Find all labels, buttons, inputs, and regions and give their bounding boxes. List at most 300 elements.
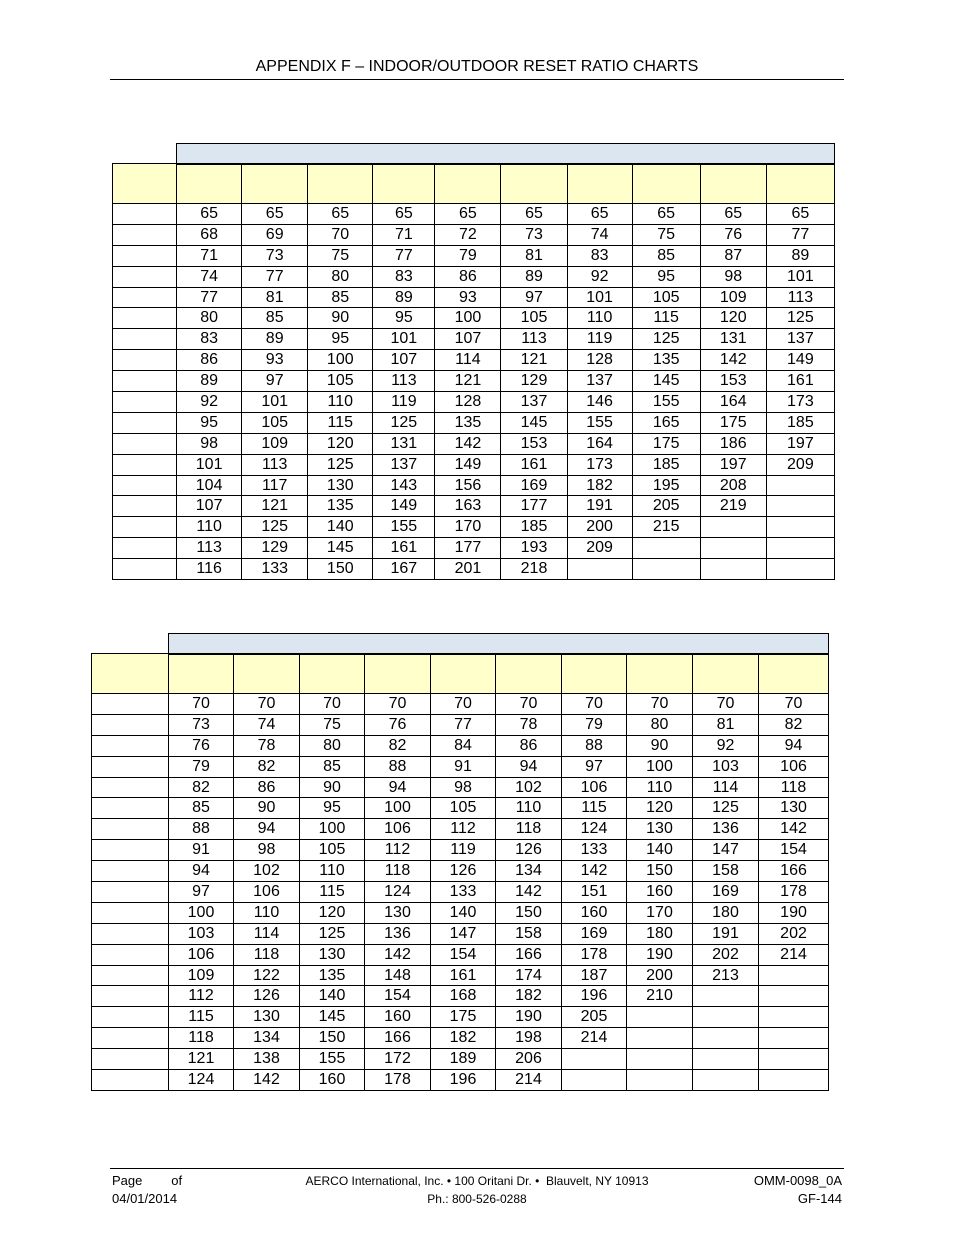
table-cell: 94 [234, 819, 300, 840]
table-cell: 76 [365, 714, 431, 735]
table-cell: 215 [632, 517, 700, 538]
table-row [113, 392, 835, 413]
table-cell: 97 [501, 287, 567, 308]
table-cell: 65 [177, 204, 242, 225]
table-cell: 105 [242, 412, 308, 433]
table-cell: 165 [632, 412, 700, 433]
table-cell: 169 [501, 475, 567, 496]
row-label-cell [113, 517, 177, 538]
table-cell: 73 [169, 714, 234, 735]
table-cell: 101 [242, 392, 308, 413]
table-cell: 76 [169, 735, 234, 756]
table-cell: 65 [700, 204, 766, 225]
table-cell: 106 [562, 777, 627, 798]
table-cell: 73 [242, 245, 308, 266]
table-cell: 213 [693, 965, 759, 986]
table-cell: 172 [365, 1049, 431, 1070]
table-cell: 89 [501, 266, 567, 287]
chart-header-cell [759, 654, 829, 694]
table-cell: 153 [700, 371, 766, 392]
chart-header-label-cell [113, 164, 177, 204]
table-cell: 105 [308, 371, 373, 392]
table-cell [632, 559, 700, 580]
table-cell: 182 [567, 475, 632, 496]
table-cell: 107 [435, 329, 501, 350]
table-cell: 92 [177, 392, 242, 413]
table-cell: 163 [435, 496, 501, 517]
table-row [113, 517, 835, 538]
table-row [113, 204, 835, 225]
table-cell: 191 [567, 496, 632, 517]
table-cell: 104 [177, 475, 242, 496]
row-label-cell [92, 1028, 169, 1049]
table-cell: 160 [627, 882, 693, 903]
table-cell: 142 [234, 1070, 300, 1091]
table-cell: 89 [242, 329, 308, 350]
table-cell: 126 [431, 861, 496, 882]
table-row [113, 245, 835, 266]
table-cell: 82 [365, 735, 431, 756]
table-cell: 200 [567, 517, 632, 538]
table-cell: 100 [435, 308, 501, 329]
table-row [113, 350, 835, 371]
table-cell: 113 [501, 329, 567, 350]
table-cell: 143 [373, 475, 435, 496]
table-cell: 138 [234, 1049, 300, 1070]
table-cell: 118 [365, 861, 431, 882]
table-cell: 187 [562, 965, 627, 986]
table-cell: 79 [435, 245, 501, 266]
table-cell: 185 [501, 517, 567, 538]
table-row [92, 902, 829, 923]
chart-header-cell [373, 164, 435, 204]
table-cell: 164 [567, 433, 632, 454]
table-cell: 119 [567, 329, 632, 350]
table-cell: 113 [177, 538, 242, 559]
table-cell: 149 [766, 350, 834, 371]
table-cell: 106 [234, 882, 300, 903]
table-cell: 121 [169, 1049, 234, 1070]
table-cell: 155 [373, 517, 435, 538]
footer-phone: Ph.: 800-526-0288 [427, 1192, 527, 1206]
table-cell: 65 [373, 204, 435, 225]
table-cell: 110 [300, 861, 365, 882]
table-cell: 115 [300, 882, 365, 903]
table-cell: 135 [300, 965, 365, 986]
table-cell: 71 [373, 224, 435, 245]
table-cell: 112 [431, 819, 496, 840]
table-cell [632, 538, 700, 559]
row-label-cell [113, 538, 177, 559]
table-cell: 120 [627, 798, 693, 819]
page-label: Page [112, 1173, 143, 1188]
table-cell: 142 [700, 350, 766, 371]
table-cell: 168 [431, 986, 496, 1007]
table-row [92, 986, 829, 1007]
row-label-cell [92, 944, 169, 965]
chart-header-label-cell [92, 654, 169, 694]
table-cell: 175 [632, 433, 700, 454]
table-cell: 218 [501, 559, 567, 580]
table-cell [759, 1007, 829, 1028]
table-cell: 125 [300, 923, 365, 944]
table-cell: 69 [242, 224, 308, 245]
row-label-cell [92, 965, 169, 986]
table-cell: 170 [627, 902, 693, 923]
table-cell: 110 [567, 308, 632, 329]
table-cell: 214 [759, 944, 829, 965]
footer-left [112, 1172, 182, 1208]
table-cell [627, 1007, 693, 1028]
table-cell: 109 [700, 287, 766, 308]
table-cell: 83 [177, 329, 242, 350]
footer-date: 04/01/2014 [112, 1191, 178, 1206]
table-cell: 150 [300, 1028, 365, 1049]
table-cell: 75 [308, 245, 373, 266]
table-cell: 65 [632, 204, 700, 225]
table-cell: 160 [365, 1007, 431, 1028]
table-cell: 205 [632, 496, 700, 517]
table-cell: 83 [567, 245, 632, 266]
table-cell: 98 [234, 840, 300, 861]
table-cell: 191 [693, 923, 759, 944]
table-cell: 86 [177, 350, 242, 371]
table-cell: 169 [562, 923, 627, 944]
chart-header-cell [300, 654, 365, 694]
table-cell: 70 [431, 694, 496, 715]
table-cell: 130 [365, 902, 431, 923]
table-cell: 91 [169, 840, 234, 861]
table-row [113, 559, 835, 580]
chart-header-cell [627, 654, 693, 694]
table-cell: 140 [308, 517, 373, 538]
page-header-title: APPENDIX F – INDOOR/OUTDOOR RESET RATIO CHARTS [255, 58, 699, 75]
table-cell: 185 [632, 454, 700, 475]
footer-right [754, 1172, 842, 1208]
table-cell: 102 [234, 861, 300, 882]
table-cell: 72 [435, 224, 501, 245]
table-cell: 124 [169, 1070, 234, 1091]
table-cell: 121 [501, 350, 567, 371]
table-cell: 84 [431, 735, 496, 756]
table-cell: 80 [308, 266, 373, 287]
chart-header-cell [234, 654, 300, 694]
table-row [113, 287, 835, 308]
table-cell: 147 [431, 923, 496, 944]
table-cell: 147 [693, 840, 759, 861]
chart-corner-blank [92, 634, 169, 654]
table-cell: 70 [169, 694, 234, 715]
table-cell: 154 [759, 840, 829, 861]
table-row [92, 777, 829, 798]
table-cell: 110 [234, 902, 300, 923]
table-cell: 85 [242, 308, 308, 329]
table-cell: 110 [308, 392, 373, 413]
table-cell: 119 [373, 392, 435, 413]
table-cell: 150 [496, 902, 562, 923]
table-cell: 90 [234, 798, 300, 819]
table-cell: 94 [365, 777, 431, 798]
table-cell: 95 [308, 329, 373, 350]
table-row [113, 224, 835, 245]
chart-header-cell [567, 164, 632, 204]
table-cell: 160 [562, 902, 627, 923]
table-cell: 129 [501, 371, 567, 392]
row-label-cell [113, 350, 177, 371]
table-cell: 77 [242, 266, 308, 287]
table-cell: 166 [496, 944, 562, 965]
table-cell: 93 [242, 350, 308, 371]
row-label-cell [113, 224, 177, 245]
chart-header-cell [435, 164, 501, 204]
table-cell: 105 [431, 798, 496, 819]
table-cell: 118 [759, 777, 829, 798]
row-label-cell [92, 1007, 169, 1028]
table-cell: 201 [435, 559, 501, 580]
table-cell: 149 [373, 496, 435, 517]
table-cell: 125 [308, 454, 373, 475]
table-cell: 70 [300, 694, 365, 715]
table-cell: 118 [169, 1028, 234, 1049]
table-cell [693, 1028, 759, 1049]
table-cell: 140 [431, 902, 496, 923]
table-cell: 89 [766, 245, 834, 266]
table-cell: 90 [308, 308, 373, 329]
table-cell: 130 [234, 1007, 300, 1028]
table-cell [700, 517, 766, 538]
table-cell: 116 [177, 559, 242, 580]
table-cell: 105 [632, 287, 700, 308]
table-cell: 150 [627, 861, 693, 882]
table-cell: 101 [373, 329, 435, 350]
row-label-cell [92, 986, 169, 1007]
table-cell: 120 [300, 902, 365, 923]
table-cell [766, 475, 834, 496]
table-cell: 113 [766, 287, 834, 308]
table-cell: 65 [435, 204, 501, 225]
table-cell: 190 [627, 944, 693, 965]
table-cell: 134 [234, 1028, 300, 1049]
table-cell: 105 [300, 840, 365, 861]
table-cell: 189 [431, 1049, 496, 1070]
table-cell: 100 [169, 902, 234, 923]
table-cell: 125 [373, 412, 435, 433]
table-cell: 82 [759, 714, 829, 735]
chart-header-cell [431, 654, 496, 694]
table-cell: 85 [169, 798, 234, 819]
table-cell: 74 [567, 224, 632, 245]
table-cell [627, 1049, 693, 1070]
row-label-cell [92, 1070, 169, 1091]
table-cell: 115 [562, 798, 627, 819]
table-cell: 142 [496, 882, 562, 903]
table-cell: 85 [308, 287, 373, 308]
table-cell: 102 [496, 777, 562, 798]
table-cell: 125 [242, 517, 308, 538]
table-cell: 126 [234, 986, 300, 1007]
table-cell: 88 [562, 735, 627, 756]
table-cell: 178 [562, 944, 627, 965]
table-cell: 205 [562, 1007, 627, 1028]
table-cell: 103 [169, 923, 234, 944]
table-cell: 154 [365, 986, 431, 1007]
row-label-cell [92, 798, 169, 819]
table-cell: 130 [308, 475, 373, 496]
row-label-cell [113, 392, 177, 413]
table-cell: 75 [300, 714, 365, 735]
table-cell: 98 [431, 777, 496, 798]
row-label-cell [92, 902, 169, 923]
table-cell: 86 [435, 266, 501, 287]
table-cell: 107 [373, 350, 435, 371]
table-row [113, 454, 835, 475]
table-cell: 161 [501, 454, 567, 475]
table-cell: 130 [759, 798, 829, 819]
table-cell: 155 [567, 412, 632, 433]
table-cell: 124 [365, 882, 431, 903]
row-label-cell [113, 308, 177, 329]
table-cell: 145 [308, 538, 373, 559]
table-cell [562, 1049, 627, 1070]
table-cell: 131 [700, 329, 766, 350]
footer-divider [110, 1168, 844, 1169]
table-cell [562, 1070, 627, 1091]
table-cell: 177 [435, 538, 501, 559]
table-cell: 100 [308, 350, 373, 371]
table-cell: 85 [300, 756, 365, 777]
table-cell [567, 559, 632, 580]
row-label-cell [113, 454, 177, 475]
table-row [92, 819, 829, 840]
table-cell [759, 1028, 829, 1049]
table-row [113, 266, 835, 287]
table-cell: 100 [365, 798, 431, 819]
table-row [92, 1028, 829, 1049]
table-cell: 92 [693, 735, 759, 756]
table-cell: 101 [177, 454, 242, 475]
table-cell: 190 [759, 902, 829, 923]
table-cell: 70 [562, 694, 627, 715]
table-cell: 70 [308, 224, 373, 245]
chart-header-cell [496, 654, 562, 694]
table-cell: 121 [242, 496, 308, 517]
row-label-cell [92, 714, 169, 735]
table-cell: 65 [766, 204, 834, 225]
chart-header-cell [632, 164, 700, 204]
table-cell: 200 [627, 965, 693, 986]
row-label-cell [113, 371, 177, 392]
table-cell: 77 [373, 245, 435, 266]
table-cell: 88 [169, 819, 234, 840]
table-cell: 90 [627, 735, 693, 756]
table-cell [766, 559, 834, 580]
table-cell: 80 [300, 735, 365, 756]
table-cell: 175 [431, 1007, 496, 1028]
table-cell: 81 [693, 714, 759, 735]
table-cell [693, 1070, 759, 1091]
table-cell: 79 [562, 714, 627, 735]
row-label-cell [113, 266, 177, 287]
table-cell: 130 [300, 944, 365, 965]
table-cell: 117 [242, 475, 308, 496]
table-cell: 94 [169, 861, 234, 882]
row-label-cell [92, 1049, 169, 1070]
footer-company-address: AERCO International, Inc. • 100 Oritani Dr. • Blauvelt, NY 10913 [305, 1174, 649, 1188]
header-divider [110, 79, 844, 80]
table-cell: 124 [562, 819, 627, 840]
table-cell: 89 [373, 287, 435, 308]
table-cell: 95 [177, 412, 242, 433]
table-cell: 125 [693, 798, 759, 819]
table-cell: 106 [169, 944, 234, 965]
table-cell: 95 [632, 266, 700, 287]
table-cell: 110 [627, 777, 693, 798]
table-cell: 118 [496, 819, 562, 840]
table-row [113, 433, 835, 454]
chart-title-band [169, 634, 829, 654]
row-label-cell [92, 756, 169, 777]
table-cell: 177 [501, 496, 567, 517]
table-row [92, 882, 829, 903]
table-cell: 97 [562, 756, 627, 777]
table-cell: 68 [177, 224, 242, 245]
row-label-cell [113, 559, 177, 580]
table-cell: 106 [759, 756, 829, 777]
table-row [92, 923, 829, 944]
table-cell: 145 [501, 412, 567, 433]
table-cell: 135 [308, 496, 373, 517]
table-cell: 136 [693, 819, 759, 840]
footer-center [260, 1172, 694, 1208]
table-row [92, 1007, 829, 1028]
table-row [92, 694, 829, 715]
table-cell: 119 [431, 840, 496, 861]
table-cell: 73 [501, 224, 567, 245]
table-cell: 178 [759, 882, 829, 903]
chart-header-cell [308, 164, 373, 204]
table-cell: 145 [632, 371, 700, 392]
table-cell: 125 [632, 329, 700, 350]
table-cell: 100 [300, 819, 365, 840]
row-label-cell [92, 819, 169, 840]
table-row [92, 944, 829, 965]
table-cell: 75 [632, 224, 700, 245]
table-cell: 161 [766, 371, 834, 392]
table-cell: 100 [627, 756, 693, 777]
row-label-cell [92, 882, 169, 903]
chart-header-cell [501, 164, 567, 204]
chart-header-cell [562, 654, 627, 694]
table-cell [766, 496, 834, 517]
table-cell: 103 [693, 756, 759, 777]
reset-ratio-chart-1 [112, 143, 835, 580]
table-cell: 131 [373, 433, 435, 454]
table-cell: 125 [766, 308, 834, 329]
table-cell: 146 [567, 392, 632, 413]
table-cell: 140 [300, 986, 365, 1007]
table-cell: 149 [435, 454, 501, 475]
row-label-cell [113, 433, 177, 454]
table-cell: 142 [435, 433, 501, 454]
table-cell: 82 [234, 756, 300, 777]
table-cell [693, 1049, 759, 1070]
table-cell: 77 [766, 224, 834, 245]
row-label-cell [92, 735, 169, 756]
table-row [92, 714, 829, 735]
chart-title-band [177, 144, 835, 164]
table-row [113, 308, 835, 329]
table-cell: 214 [496, 1070, 562, 1091]
